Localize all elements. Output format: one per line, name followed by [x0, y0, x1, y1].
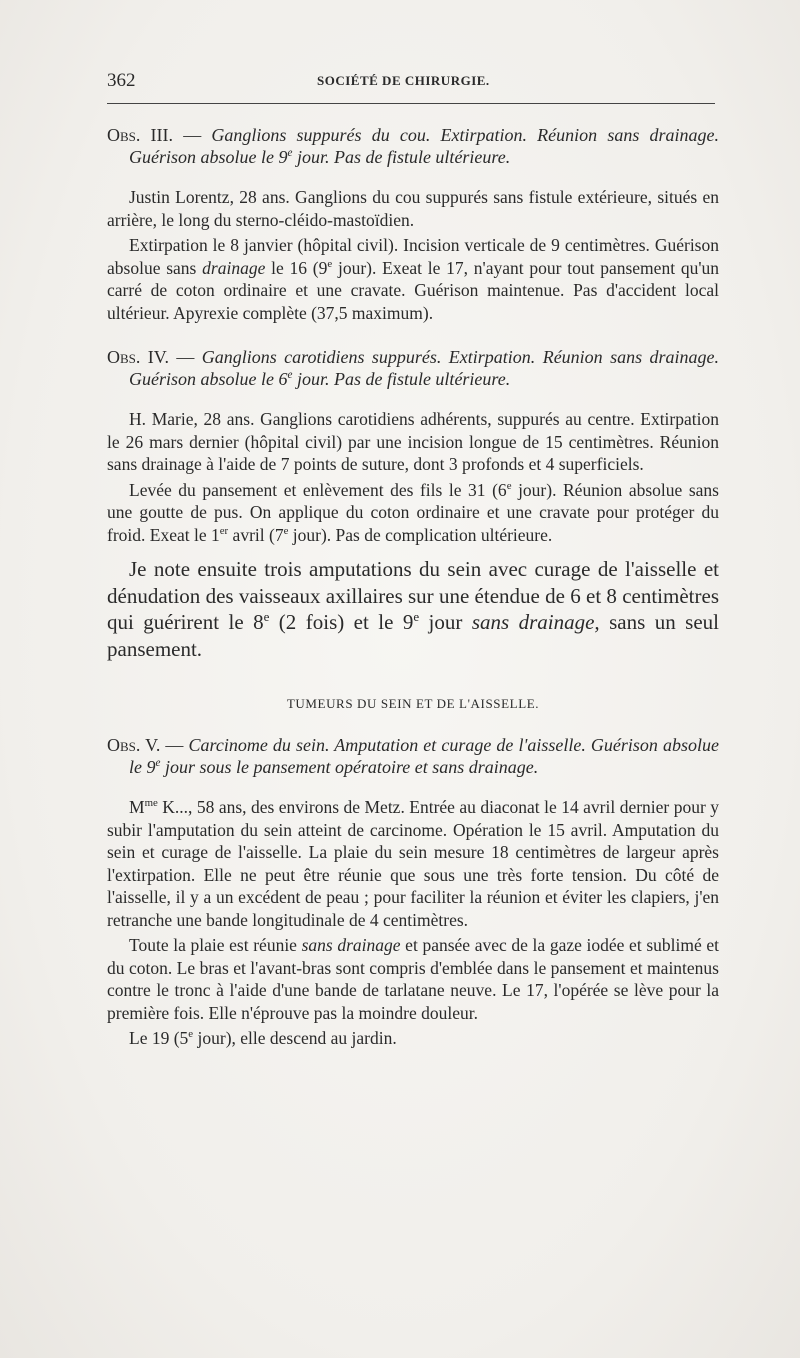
obs-5-p2-a: Toute la plaie est réunie	[129, 935, 302, 955]
obs-5-heading	[107, 734, 719, 778]
section-title: TUMEURS DU SEIN ET DE L'AISSELLE.	[286, 696, 540, 711]
obs-5-p1-a: M	[129, 797, 145, 817]
obs-4-title-end: jour. Pas de fistule ultérieure.	[292, 369, 511, 389]
note-a: Je note ensuite trois amputations du sein avec curage de l'aisselle et dénudation des vaisseaux axillaires sur une étendue de 6 et 8 centimètres qui guérirent le 8	[107, 557, 719, 634]
obs-3-label: Obs. III. —	[107, 125, 202, 145]
note-sup-1: e	[263, 609, 270, 624]
obs-4-p2-c: avril (7	[228, 524, 284, 545]
obs-3-paragraph-2	[107, 234, 719, 324]
obs-4-paragraph-1: H. Marie, 28 ans. Ganglions carotidiens adhérents, suppurés au centre. Extirpation le 26 mars dernier (hôpital civil) par une incision longue de 15 centimètres. Réunion sans drainage à l'aide de 7 points de suture, dont 3 profonds et 4 superficiels.	[107, 409, 719, 474]
obs-3-title	[129, 125, 719, 167]
obs-3-title-sup: e	[287, 147, 293, 159]
obs-3-title-text: Ganglions suppurés du cou. Extirpation. Réunion sans drainage. Guérison absolue le 9	[129, 125, 720, 167]
note-paragraph	[107, 556, 719, 662]
obs-5-title-text: Carcinome du sein. Amputation et curage de l'aisselle. Guérison absolue le 9	[129, 735, 719, 777]
obs-4-title	[129, 347, 719, 389]
obs-4-p2-d: jour). Pas de complication ultérieure.	[288, 524, 553, 545]
page-header	[107, 70, 715, 94]
obs-5-title-end: jour sous le pansement opératoire et sans drainage.	[160, 757, 539, 777]
page-number: 362	[107, 70, 136, 91]
obs-4-p2-sup-1: e	[506, 479, 512, 492]
note-sup-2: e	[413, 609, 420, 624]
obs-5-label: Obs. V. —	[107, 735, 184, 755]
obs-4-p2-b: jour). Réunion absolue sans une goutte de pus. On applique du coton ordinaire et une cravate pour protéger du froid. Exeat le 1	[107, 479, 719, 545]
obs-3-p2-c: jour). Exeat le 17, n'ayant pour tout pansement qu'un carré de coton ordinaire et une cravate. Guérison maintenue. Pas d'accident local ultérieur. Apyrexie complète (37,5 maximum).	[107, 257, 719, 323]
obs-5-paragraph-2	[107, 934, 719, 1024]
obs-3-p2-b: le 16 (9	[265, 257, 328, 278]
obs-5-p2-italic: sans drainage	[301, 935, 401, 955]
obs-3-p2-sup: e	[327, 257, 333, 270]
obs-5-p2-b: et pansée avec de la gaze iodée et sublimé et du coton. Le bras et l'avant-bras sont compris d'emblée dans le pansement et maintenus contre le tronc à l'aide d'une bande de tarlatane neuve. Le 17, l'opérée se lève pour la première fois. Elle n'éprouve pas la moindre douleur.	[107, 935, 719, 1023]
obs-4-p2-sup-3: e	[283, 524, 289, 537]
obs-3-heading	[107, 124, 719, 168]
obs-4-paragraph-2	[107, 479, 719, 547]
obs-5-title-sup: e	[155, 757, 161, 769]
note-italic: sans drainage,	[471, 610, 600, 634]
note-b: (2 fois) et le 9	[269, 610, 414, 634]
obs-3-p2-a: Extirpation le 8 janvier (hôpital civil). Incision verticale de 9 centimètres. Guérison absolue sans	[107, 235, 719, 278]
page-content	[107, 124, 719, 1053]
obs-5-p3-a: Le 19 (5	[129, 1028, 189, 1048]
obs-5-p1-sup: me	[144, 797, 158, 810]
obs-4-p2-a: Levée du pansement et enlèvement des fils le 31 (6	[129, 479, 507, 500]
note-d: sans un seul pansement.	[107, 610, 719, 661]
obs-3-paragraph-1: Justin Lorentz, 28 ans. Ganglions du cou suppurés sans fistule extérieure, situés en arrière, le long du sterno-cléido-mastoïdien.	[107, 187, 719, 230]
obs-4-heading	[107, 346, 719, 390]
note-c: jour	[419, 610, 472, 634]
obs-3-title-end: jour. Pas de fistule ultérieure.	[292, 147, 511, 167]
obs-4-label: Obs. IV. —	[107, 347, 195, 367]
obs-5-p1-b: K..., 58 ans, des environs de Metz. Entrée au diaconat le 14 avril dernier pour y subir l'amputation du sein atteint de carcinome. Opération le 15 avril. Amputation du sein et curage de l'aisselle. La plaie du sein mesure 18 centimètres de largeur après l'extirpation. Elle ne peut être réunie que sous une très forte tension. Du côté de l'aisselle, il y a un excédent de peau ; pour faciliter la réunion et éviter les clapiers, j'en retranche une bande longitudinale de 4 centimètres.	[107, 797, 719, 930]
obs-5-p3-b: jour), elle descend au jardin.	[193, 1028, 397, 1048]
obs-4-title-text: Ganglions carotidiens suppurés. Extirpation. Réunion sans drainage. Guérison absolue le 6	[129, 347, 719, 389]
header-rule	[107, 103, 715, 104]
obs-5-p3-sup: e	[188, 1028, 194, 1041]
obs-5-title	[129, 735, 719, 777]
obs-4-p2-sup-2: er	[219, 524, 229, 537]
obs-4-title-sup: e	[287, 369, 293, 381]
obs-5-paragraph-3	[107, 1027, 719, 1050]
obs-3-p2-italic: drainage	[202, 257, 266, 278]
obs-5-paragraph-1	[107, 796, 719, 931]
running-title: SOCIÉTÉ DE CHIRURGIE.	[317, 73, 490, 88]
